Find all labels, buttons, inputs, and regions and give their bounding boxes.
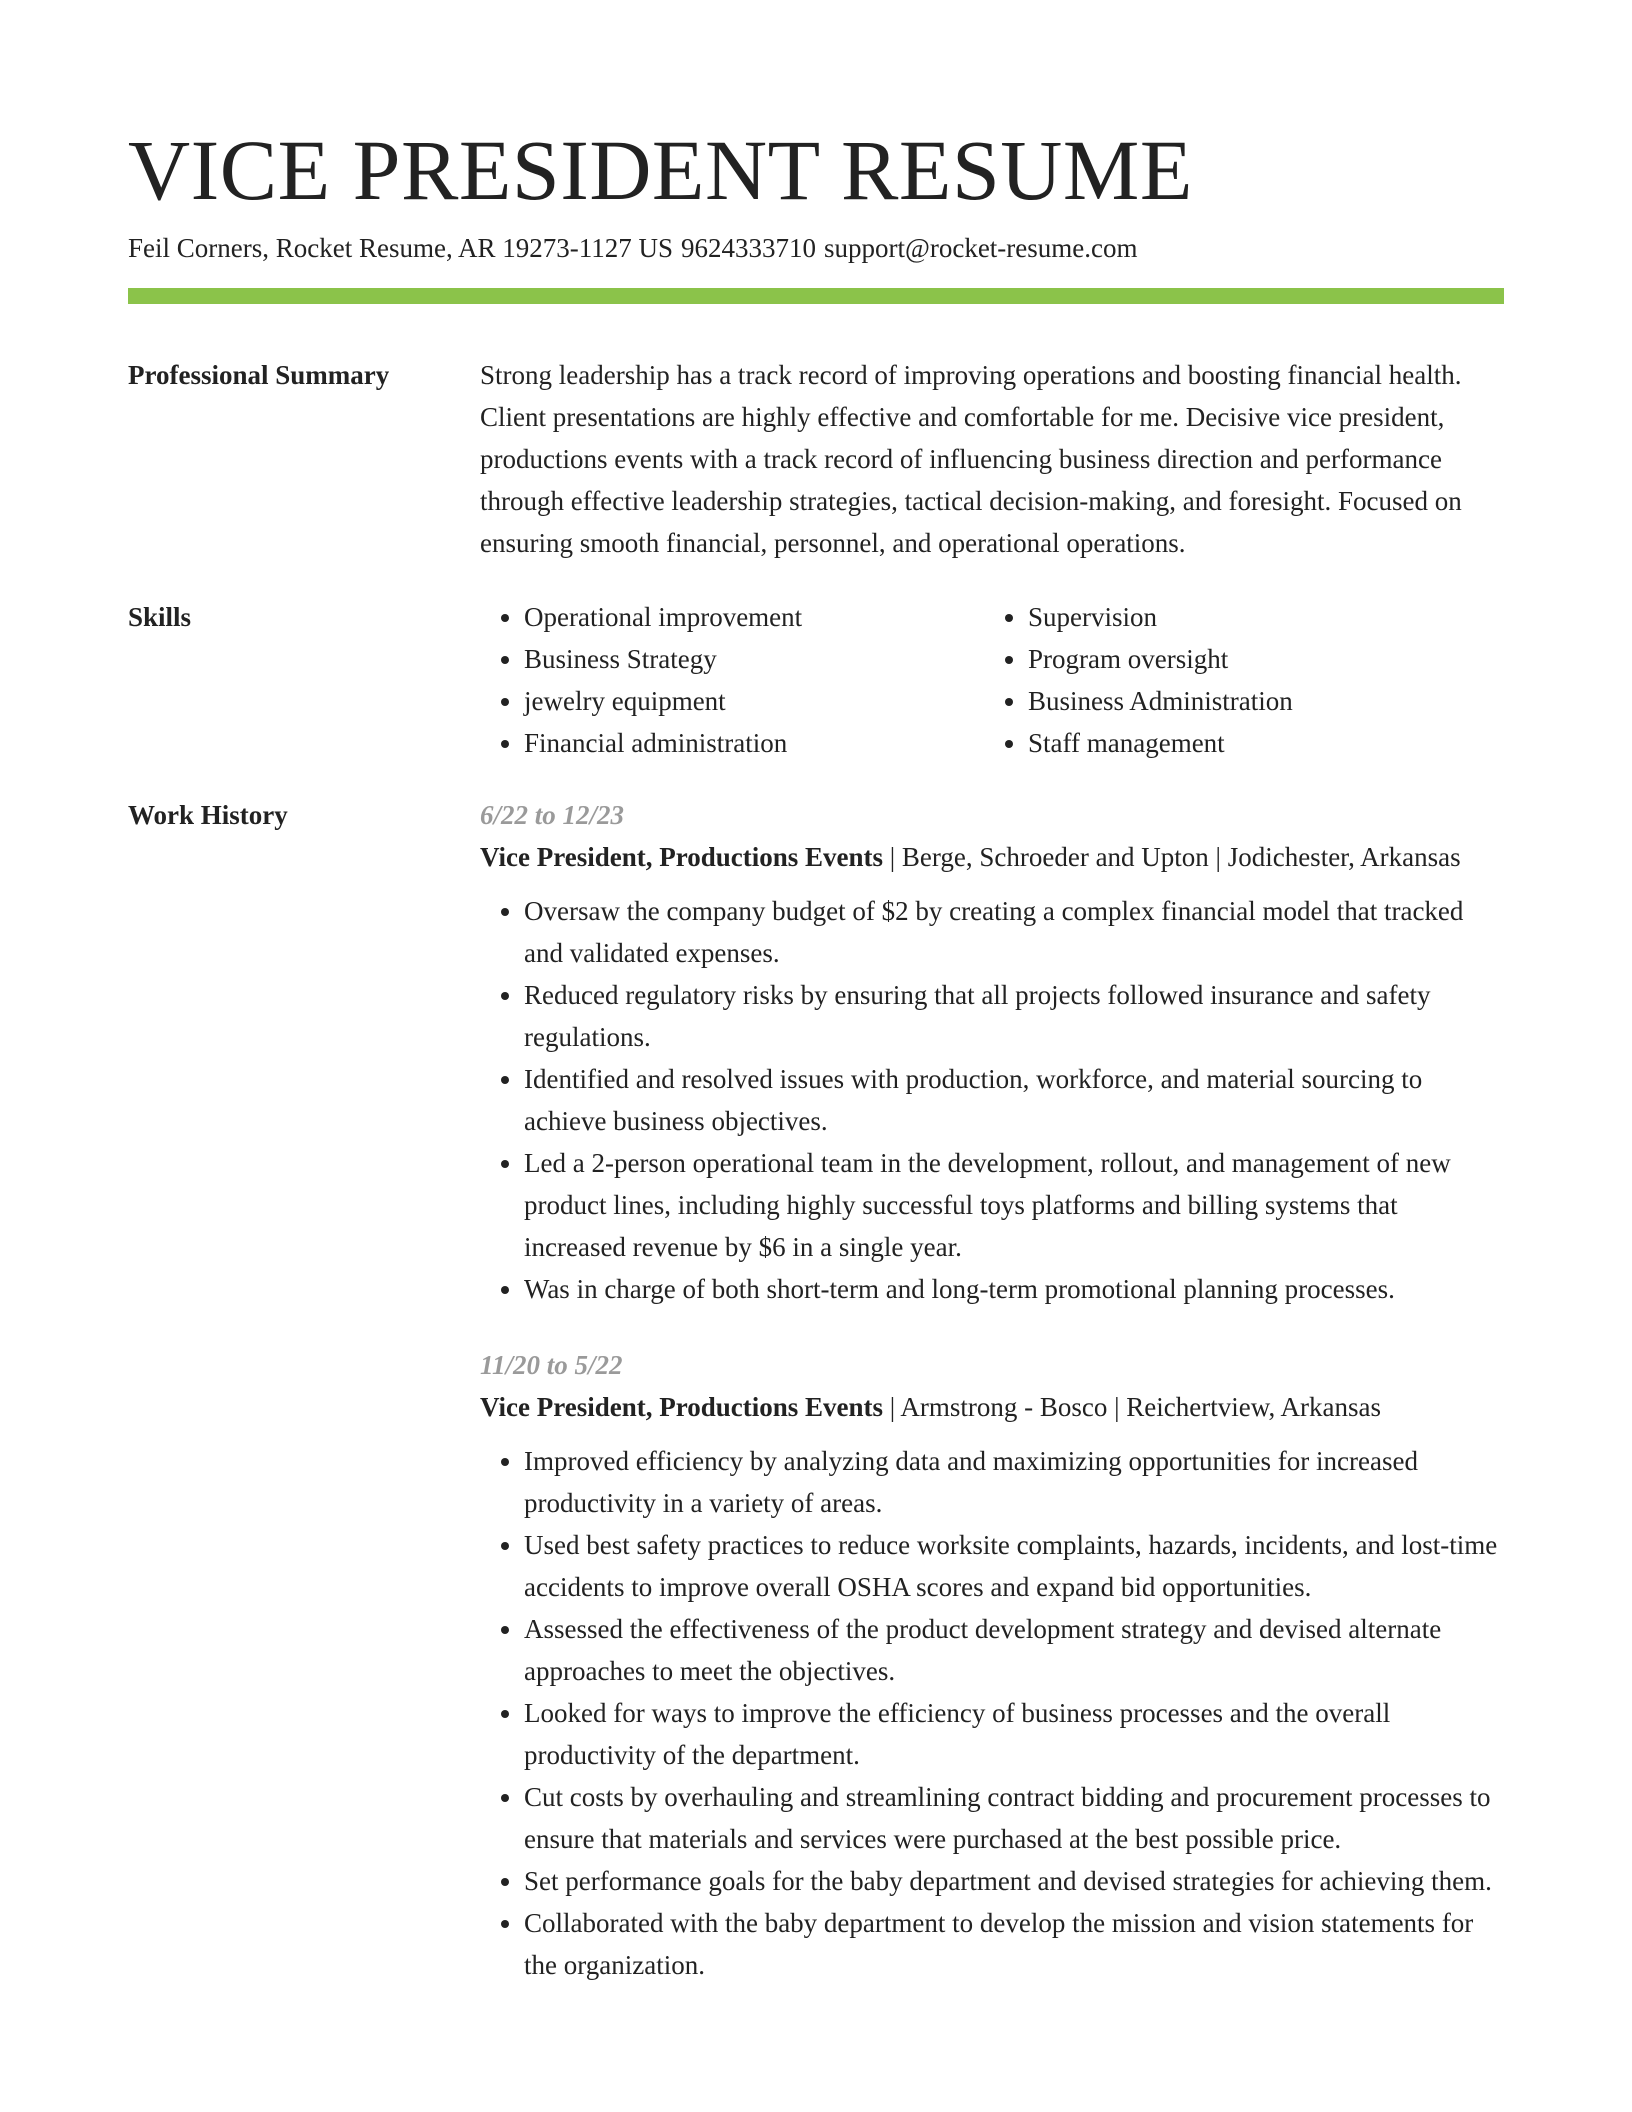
skill-item: • Staff management	[1028, 722, 1488, 764]
job-bullet: • Identified and resolved issues with production, workforce, and material sourcing to achieve business objectives.	[524, 1058, 1504, 1142]
skills-body	[480, 596, 1504, 764]
skill-item: • Financial administration	[524, 722, 984, 764]
work-history-label: Work History	[128, 800, 288, 830]
job-heading	[480, 836, 1504, 878]
summary-section	[128, 354, 1504, 564]
work-history-section	[128, 794, 1504, 1986]
job-role: Vice President, Productions Events	[480, 842, 883, 872]
header-divider	[128, 288, 1504, 304]
job-dates: 6/22 to 12/23	[480, 800, 625, 830]
job-bullet: • Collaborated with the baby department to develop the mission and vision statements for the organization.	[524, 1902, 1504, 1986]
skill-item: • Supervision	[1028, 596, 1488, 638]
job-entry	[480, 1344, 1504, 1986]
job-bullet: • Led a 2-person operational team in the development, rollout, and management of new product lines, including highly successful toys platforms and billing systems that increased revenue by $6 in a single year.	[524, 1142, 1504, 1268]
job-details: | Armstrong - Bosco | Reichertview, Arkansas	[882, 1392, 1381, 1422]
contact-phone: 9624333710	[680, 233, 816, 263]
skills-list-right	[984, 596, 1488, 764]
job-entry	[480, 794, 1504, 1310]
resume-page	[128, 120, 1504, 1986]
job-bullets	[480, 1440, 1504, 1986]
job-bullet: • Assessed the effectiveness of the product development strategy and devised alternate approaches to meet the objectives.	[524, 1608, 1504, 1692]
summary-text: Strong leadership has a track record of improving operations and boosting financial health. Client presentations are highly effective and comfortable for me. Decisive vice president, productions events with a track record of influencing business direction and performance through effective leadership strategies, tactical decision-making, and foresight. Focused on ensuring smooth financial, personnel, and operational operations.	[480, 360, 1462, 558]
job-bullet: • Oversaw the company budget of $2 by creating a complex financial model that tracked and validated expenses.	[524, 890, 1504, 974]
job-details: | Berge, Schroeder and Upton | Jodichester, Arkansas	[882, 842, 1461, 872]
skills-grid	[480, 596, 1504, 764]
skill-item: • Business Strategy	[524, 638, 984, 680]
summary-label: Professional Summary	[128, 360, 390, 390]
job-bullet: • Looked for ways to improve the efficiency of business processes and the overall productivity of the department.	[524, 1692, 1504, 1776]
contact-address: Feil Corners, Rocket Resume, AR 19273-1127 US	[128, 233, 673, 263]
work-history-body	[480, 794, 1504, 1986]
skill-item: • Business Administration	[1028, 680, 1488, 722]
skill-item: • jewelry equipment	[524, 680, 984, 722]
skills-label: Skills	[128, 602, 192, 632]
job-bullet: • Used best safety practices to reduce worksite complaints, hazards, incidents, and lost-time accidents to improve overall OSHA scores and expand bid opportunities.	[524, 1524, 1504, 1608]
job-bullet: • Cut costs by overhauling and streamlining contract bidding and procurement processes to ensure that materials and services were purchased at the best possible price.	[524, 1776, 1504, 1860]
job-bullets	[480, 890, 1504, 1310]
skills-list-left	[480, 596, 984, 764]
contact-email: support@rocket-resume.com	[823, 233, 1138, 263]
skills-section	[128, 596, 1504, 764]
resume-title: VICE PRESIDENT RESUME	[128, 122, 1193, 218]
skill-item: • Program oversight	[1028, 638, 1488, 680]
job-bullet: • Reduced regulatory risks by ensuring that all projects followed insurance and safety regulations.	[524, 974, 1504, 1058]
summary-body	[480, 354, 1504, 564]
job-heading	[480, 1386, 1504, 1428]
job-bullet: • Was in charge of both short-term and long-term promotional planning processes.	[524, 1268, 1504, 1310]
contact-line	[128, 230, 1504, 266]
job-bullet: • Set performance goals for the baby department and devised strategies for achieving them.	[524, 1860, 1504, 1902]
skill-item: • Operational improvement	[524, 596, 984, 638]
job-bullet: • Improved efficiency by analyzing data and maximizing opportunities for increased productivity in a variety of areas.	[524, 1440, 1504, 1524]
job-role: Vice President, Productions Events	[480, 1392, 883, 1422]
job-dates: 11/20 to 5/22	[480, 1350, 623, 1380]
